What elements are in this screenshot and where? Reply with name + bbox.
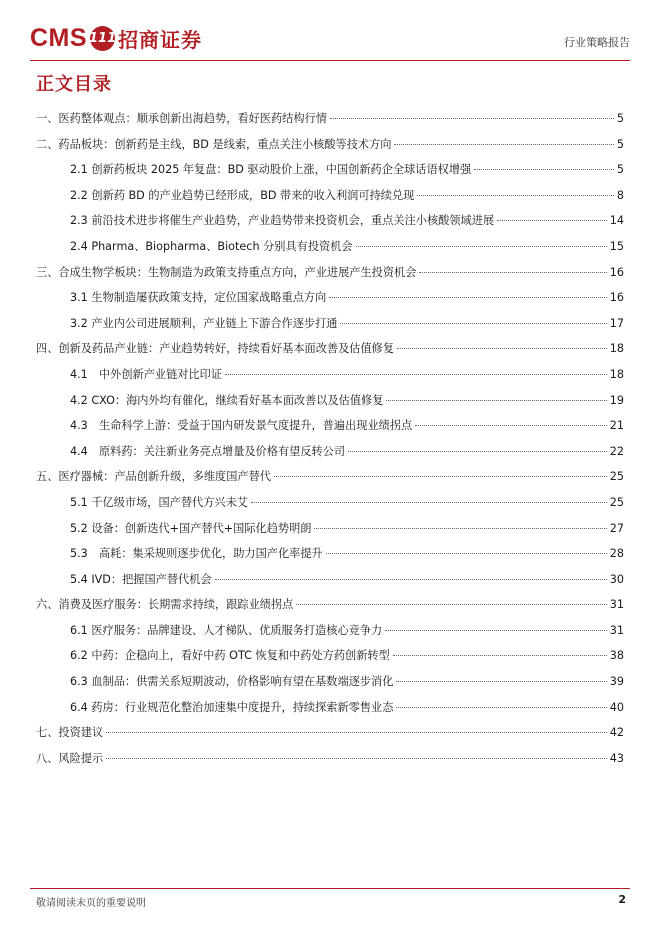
report-type-label: 行业策略报告 — [564, 36, 630, 49]
toc-leader-dots — [340, 323, 606, 324]
toc-leader-dots — [356, 246, 607, 247]
toc-entry-text: 6.3 血制品：供需关系短期波动，价格影响有望在基数端逐步消化 — [70, 675, 394, 689]
toc-entry-text: 六、消费及医疗服务：长期需求持续，跟踪业绩拐点 — [36, 598, 294, 612]
toc-entry-page: 25 — [609, 470, 624, 484]
toc-entry-text: 4.4 原料药：关注新业务亮点增量及价格有望反转公司 — [70, 444, 346, 458]
logo-company-name: 招商证券 — [118, 27, 203, 52]
toc-entry-text: 七、投资建议 — [36, 726, 104, 740]
toc-entry-page: 18 — [609, 342, 624, 356]
toc-leader-dots — [415, 425, 607, 426]
footer-divider — [30, 888, 630, 889]
toc-leader-dots — [326, 553, 607, 554]
toc-entry-text: 6.1 医疗服务：品牌建设、人才梯队、优质服务打造核心竞争力 — [70, 623, 383, 637]
toc-entry-page: 30 — [609, 572, 624, 586]
toc-leader-dots — [397, 348, 607, 349]
toc-entry-text: 一、医药整体观点：顺承创新出海趋势，看好医药结构行情 — [36, 112, 327, 125]
toc-entry[interactable] — [36, 289, 624, 315]
page-header — [30, 22, 630, 56]
logo-text: CMS — [30, 23, 88, 52]
toc-entry-text: 6.4 药房：行业规范化整治加速集中度提升，持续探索新零售业态 — [70, 700, 394, 714]
toc-entry-page: 16 — [609, 291, 624, 305]
toc-entry-page: 38 — [609, 649, 624, 663]
toc-entry-page: 19 — [609, 393, 624, 407]
toc-entry[interactable] — [36, 494, 624, 520]
toc-entry[interactable] — [36, 647, 624, 673]
toc-entry-page: 21 — [609, 419, 624, 433]
toc-entry[interactable] — [36, 545, 624, 571]
toc-entry[interactable] — [36, 699, 624, 725]
toc-entry-page: 43 — [609, 751, 624, 765]
toc-entry-text: 5.3 高耗：集采规则逐步优化，助力国产化率提升 — [70, 547, 323, 561]
toc-entry[interactable] — [36, 340, 624, 366]
logo-badge-icon: 111 — [90, 26, 115, 51]
toc-leader-dots — [329, 297, 606, 298]
toc-entry[interactable] — [36, 187, 624, 213]
toc-entry[interactable] — [36, 520, 624, 546]
toc-entry-page: 14 — [609, 214, 624, 228]
toc-leader-dots — [394, 144, 613, 145]
toc-entry[interactable] — [36, 571, 624, 597]
toc-entry-text: 4.3 生命科学上游：受益于国内研发景气度提升，普遍出现业绩拐点 — [70, 419, 413, 433]
toc-entry-text: 6.2 中药：企稳向上，看好中药 OTC 恢复和中药处方药创新转型 — [70, 649, 390, 663]
toc-entry[interactable] — [36, 596, 624, 622]
toc-entry[interactable] — [36, 468, 624, 494]
toc-entry-text: 二、药品板块：创新药是主线，BD 是线索，重点关注小核酸等技术方向 — [36, 137, 392, 151]
toc-entry[interactable] — [36, 392, 624, 418]
toc-entry-text: 5.2 设备：创新迭代+国产替代+国际化趋势明朗 — [70, 521, 312, 535]
toc-entry[interactable] — [36, 161, 624, 187]
toc-entry-text: 四、创新及药品产业链：产业趋势转好，持续看好基本面改善及估值修复 — [36, 342, 395, 356]
toc-entry[interactable] — [36, 417, 624, 443]
toc-entry-page: 40 — [609, 700, 624, 714]
toc-entry[interactable] — [36, 443, 624, 469]
toc-leader-dots — [215, 579, 607, 580]
toc-entry[interactable] — [36, 724, 624, 750]
toc-leader-dots — [393, 655, 607, 656]
toc-entry-text: 2.3 前沿技术进步将催生产业趋势，产业趋势带来投资机会，重点关注小核酸领域进展 — [70, 214, 495, 228]
toc-leader-dots — [497, 220, 607, 221]
toc-entry-page: 8 — [616, 188, 624, 202]
toc-entry-page: 5 — [616, 112, 624, 125]
toc-entry-text: 八、风险提示 — [36, 751, 104, 765]
toc-entry[interactable] — [36, 315, 624, 341]
toc-leader-dots — [348, 451, 607, 452]
toc-entry-text: 2.4 Pharma、Biopharma、Biotech 分别具有投资机会 — [70, 239, 353, 253]
toc-entry-page: 17 — [609, 316, 624, 330]
toc-entry[interactable] — [36, 673, 624, 699]
toc-entry[interactable] — [36, 622, 624, 648]
toc-entry[interactable] — [36, 264, 624, 290]
toc-entry-text: 5.4 IVD：把握国产替代机会 — [70, 572, 212, 586]
toc-leader-dots — [396, 707, 606, 708]
table-of-contents — [36, 110, 624, 775]
toc-entry-page: 5 — [616, 163, 624, 177]
toc-leader-dots — [106, 758, 607, 759]
toc-entry-text: 2.1 创新药板块 2025 年复盘：BD 驱动股价上涨，中国创新药企全球话语权增强 — [70, 163, 472, 177]
toc-leader-dots — [106, 732, 607, 733]
toc-leader-dots — [330, 118, 614, 119]
toc-entry-page: 27 — [609, 521, 624, 535]
toc-entry[interactable] — [36, 750, 624, 776]
toc-entry-text: 3.2 产业内公司进展顺利，产业链上下游合作逐步打通 — [70, 316, 338, 330]
toc-entry[interactable] — [36, 110, 624, 136]
toc-entry[interactable] — [36, 238, 624, 264]
header-divider — [30, 60, 630, 61]
toc-entry-text: 五、医疗器械：产品创新升级，多维度国产替代 — [36, 470, 271, 484]
toc-entry-text: 3.1 生物制造屡获政策支持，定位国家战略重点方向 — [70, 291, 327, 305]
toc-entry-text: 4.1 中外创新产业链对比印证 — [70, 367, 223, 381]
toc-leader-dots — [251, 502, 607, 503]
toc-entry-page: 18 — [609, 367, 624, 381]
toc-entry-page: 5 — [616, 137, 624, 151]
footer-disclaimer: 敬请阅读末页的重要说明 — [36, 898, 146, 909]
toc-leader-dots — [474, 169, 614, 170]
toc-leader-dots — [385, 630, 607, 631]
toc-leader-dots — [296, 604, 606, 605]
toc-entry-text: 三、合成生物学板块：生物制造为政策支持重点方向，产业进展产生投资机会 — [36, 265, 417, 279]
toc-leader-dots — [314, 528, 606, 529]
toc-entry-page: 31 — [609, 598, 624, 612]
toc-entry[interactable] — [36, 366, 624, 392]
toc-entry[interactable] — [36, 136, 624, 162]
toc-entry-page: 39 — [609, 675, 624, 689]
toc-entry[interactable] — [36, 212, 624, 238]
toc-leader-dots — [417, 195, 614, 196]
toc-entry-text: 2.2 创新药 BD 的产业趋势已经形成，BD 带来的收入利润可持续兑现 — [70, 188, 415, 202]
toc-entry-text: 4.2 CXO：海内外均有催化，继续看好基本面改善以及估值修复 — [70, 393, 384, 407]
page-number: 2 — [618, 893, 626, 906]
cms-logo — [30, 22, 202, 54]
toc-title: 正文目录 — [36, 74, 112, 95]
toc-leader-dots — [274, 476, 607, 477]
toc-leader-dots — [396, 681, 606, 682]
toc-entry-text: 5.1 千亿级市场，国产替代方兴未艾 — [70, 495, 248, 509]
toc-leader-dots — [386, 400, 606, 401]
toc-leader-dots — [225, 374, 607, 375]
toc-entry-page: 15 — [609, 239, 624, 253]
toc-entry-page: 42 — [609, 726, 624, 740]
toc-leader-dots — [419, 272, 606, 273]
toc-entry-page: 28 — [609, 547, 624, 561]
toc-entry-page: 22 — [609, 444, 624, 458]
toc-entry-page: 16 — [609, 265, 624, 279]
toc-entry-page: 31 — [609, 623, 624, 637]
toc-entry-page: 25 — [609, 495, 624, 509]
